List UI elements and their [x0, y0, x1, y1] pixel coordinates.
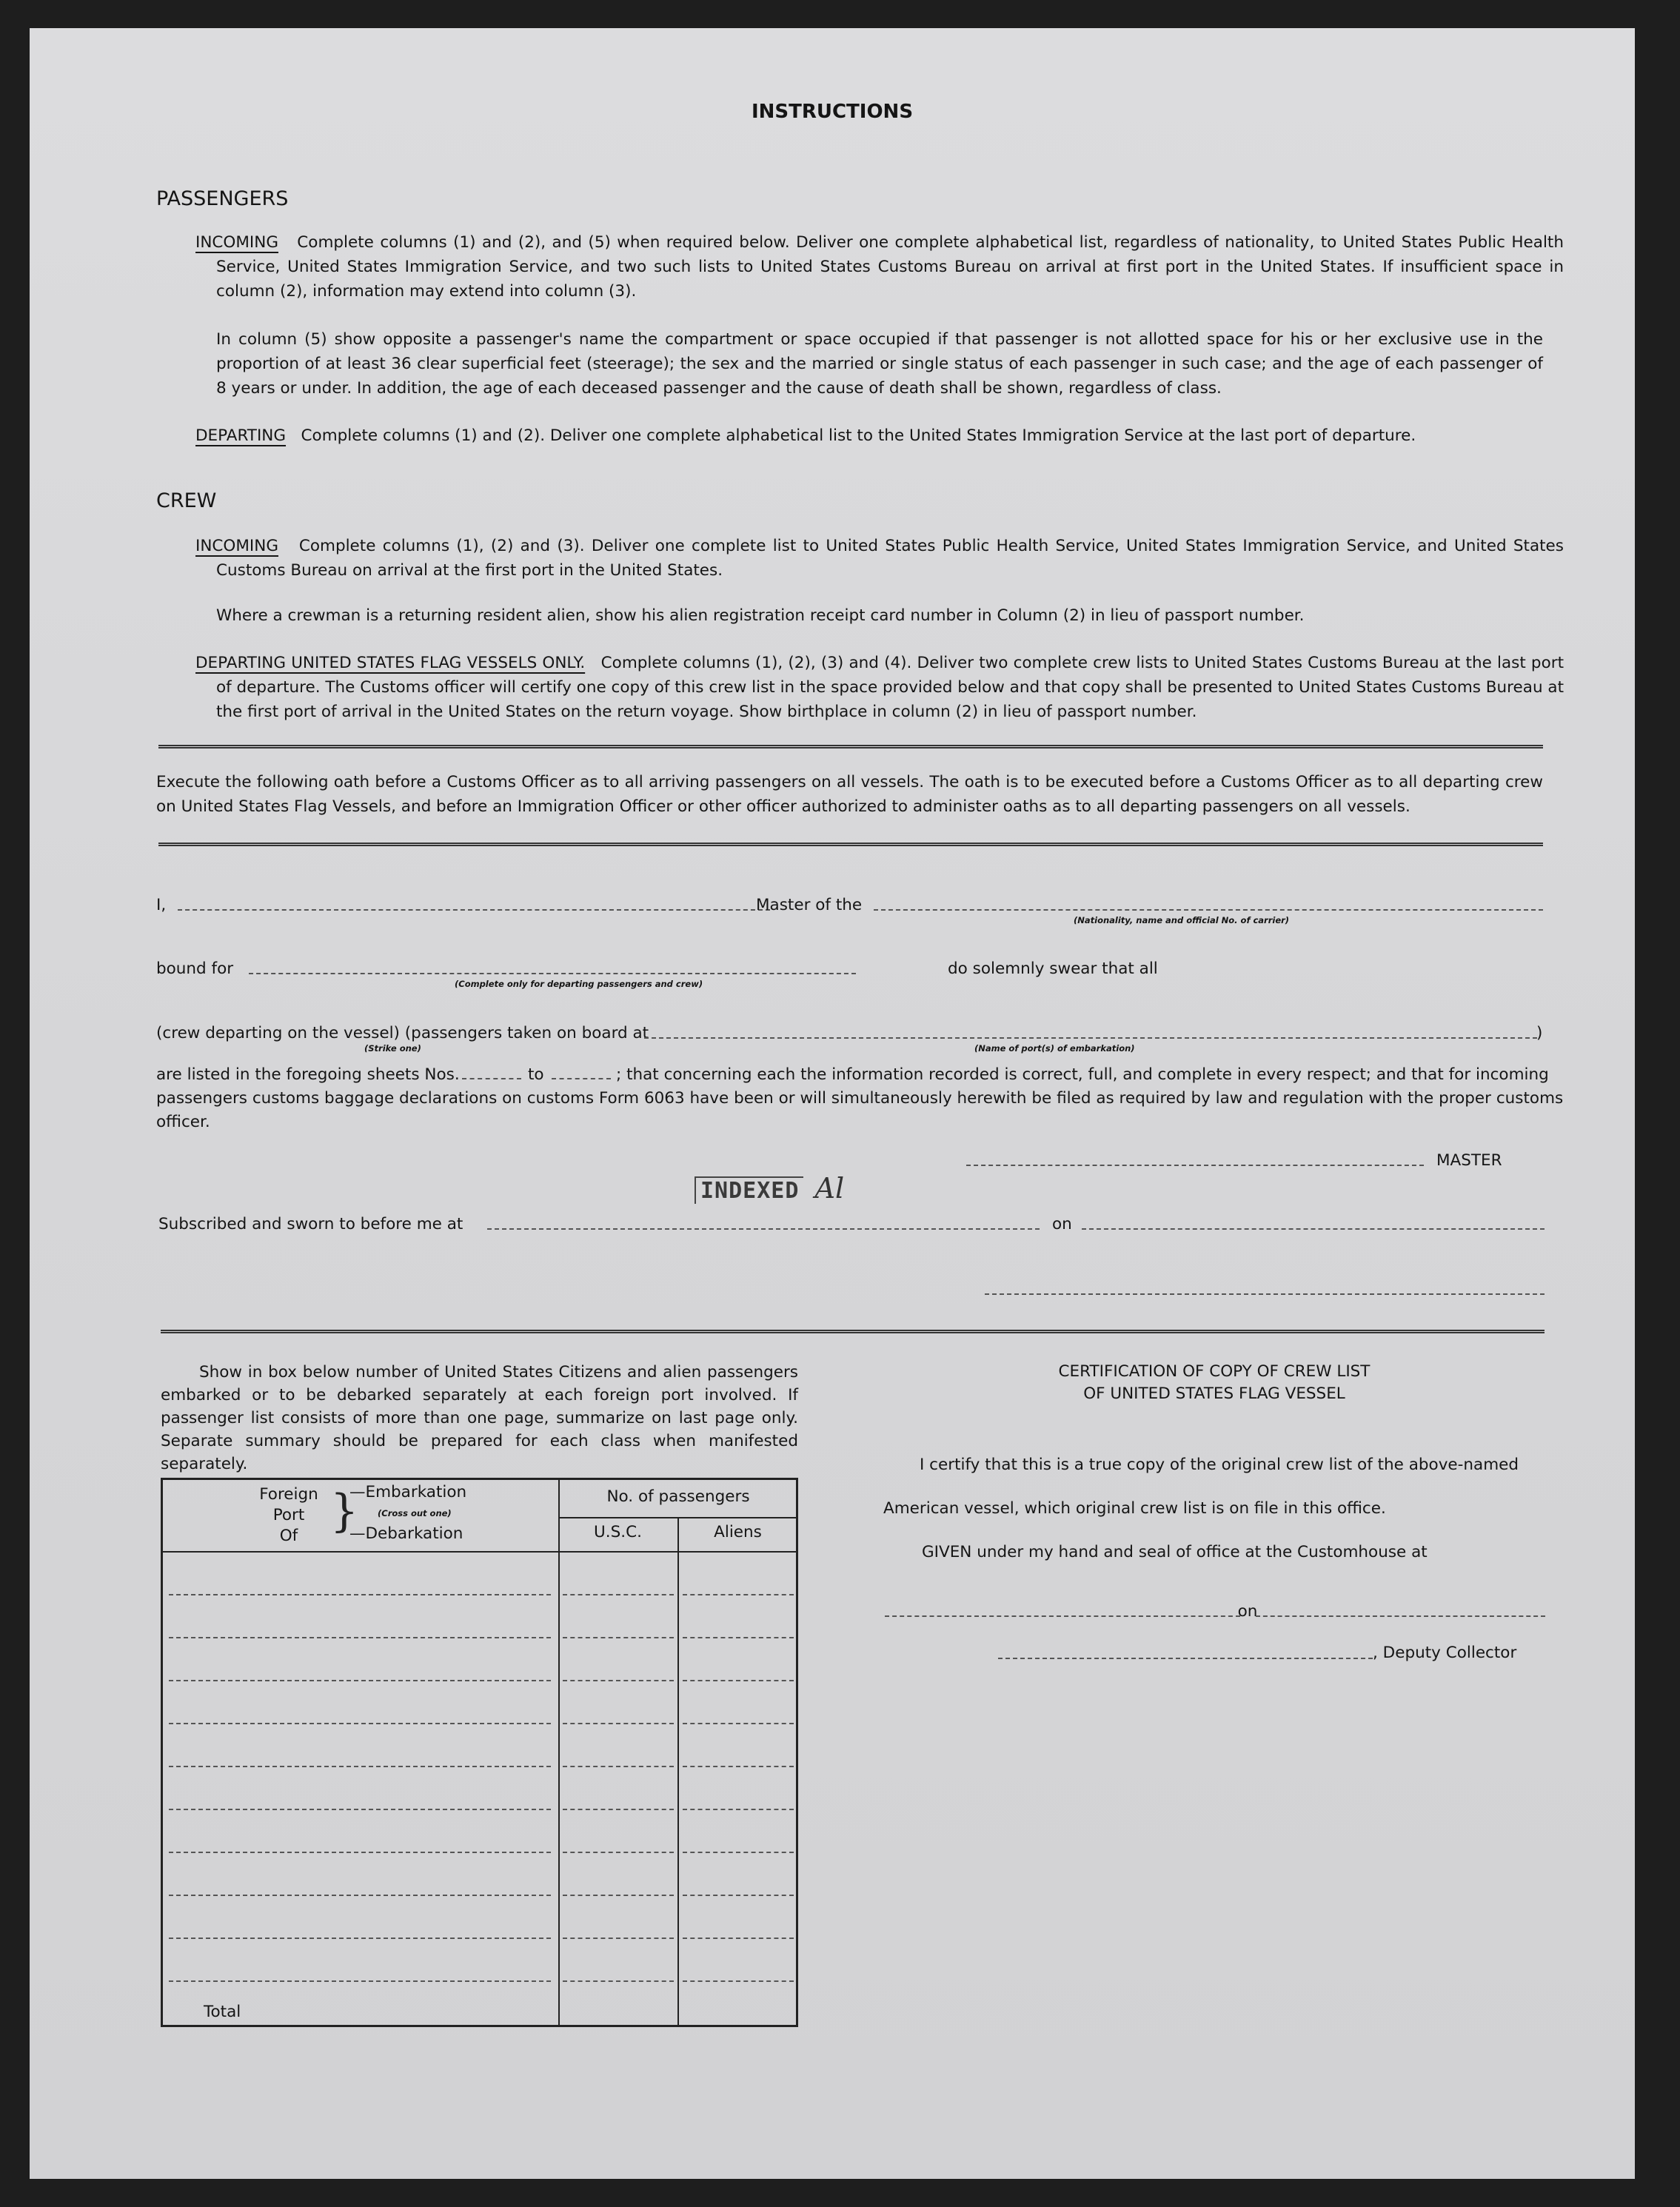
table-entry-line[interactable] [563, 1809, 674, 1810]
table-entry-line[interactable] [169, 1980, 551, 1982]
subscribed-date-field[interactable] [1082, 1228, 1545, 1230]
table-entry-line[interactable] [683, 1852, 794, 1853]
certification-date-field[interactable] [1256, 1615, 1545, 1617]
master-of-label: Master of the [756, 896, 863, 914]
table-entry-line[interactable] [683, 1980, 794, 1982]
certification-title-line1: CERTIFICATION OF COPY OF CREW LIST [1058, 1362, 1371, 1381]
crew-resident-paragraph: Where a crewman is a returning resident alien, show his alien registration receipt card number in Column (2) in lieu of passport number. [216, 606, 1305, 625]
master-label: MASTER [1436, 1151, 1502, 1170]
passengers-incoming-paragraph [195, 230, 1564, 304]
bound-for-field[interactable] [249, 973, 856, 974]
subscribed-on-label: on [1052, 1215, 1072, 1233]
given-line: GIVEN under my hand and seal of office at the Customhouse at [922, 1543, 1428, 1561]
sheet-to-field[interactable] [552, 1078, 611, 1079]
indexed-stamp-text: INDEXED [695, 1176, 803, 1204]
passengers-departing-text: Complete columns (1) and (2). Deliver one complete alphabetical list to the United States Immigration Service at the last port of departure. [301, 426, 1416, 445]
certify-line1: I certify that this is a true copy of the original crew list of the above-named [920, 1456, 1519, 1474]
sheet-from-field[interactable] [462, 1078, 521, 1079]
certification-on-label: on [1237, 1602, 1258, 1621]
master-signature-field[interactable] [966, 1165, 1424, 1166]
nationality-caption: (Nationality, name and official No. of carrier) [1074, 915, 1290, 925]
table-entry-line[interactable] [169, 1723, 551, 1724]
passenger-summary-table [161, 1478, 798, 2027]
ports-caption: (Name of port(s) of embarkation) [974, 1043, 1135, 1054]
carrier-field[interactable] [874, 909, 1543, 911]
section-divider [161, 1330, 1545, 1333]
certification-title-line2: OF UNITED STATES FLAG VESSEL [1083, 1384, 1345, 1403]
passengers-column5-paragraph: In column (5) show opposite a passenger's name the compartment or space occupied if that passenger is not allotted space for his or her exclusive use in the proportion of at least 36 clear superficial feet (steerage); the sex and the married or single status of each passenger in such case; and the age of each passenger of 8 years or under. In addition, the age of each deceased passenger and the cause of death shall be shown, regardless of class. [216, 330, 1543, 398]
table-entry-line[interactable] [563, 1723, 674, 1724]
table-header-bottom [163, 1551, 796, 1553]
total-label: Total [204, 2003, 241, 2021]
passengers-incoming-text: Complete columns (1) and (2), and (5) when required below. Deliver one complete alphabetical list, regardless of nationality, to United States Public Health Service, United States Immigration Service, and two such lists to United States Customs Bureau on arrival at first port in the United States. If insufficient space in column (2), information may extend into column (3). [216, 233, 1564, 301]
strike-one-caption: (Strike one) [364, 1043, 421, 1054]
swear-text: do solemnly swear that all [948, 960, 1158, 978]
table-entry-line[interactable] [563, 1680, 674, 1681]
subscribed-location-field[interactable] [487, 1228, 1040, 1230]
embarkation-option[interactable]: —Embarkation [349, 1483, 467, 1501]
table-entry-line[interactable] [563, 1895, 674, 1896]
crew-departing-text: Complete columns (1), (2), (3) and (4). Deliver two complete crew lists to United States Customs Bureau at the last port of departure. The Customs officer will certify one copy of this crew list in the space provided below and that copy shall be presented to United States Customs Bureau at the first port of arrival in the United States on the return voyage. Show birthplace in column (2) in lieu of passport number. [216, 654, 1564, 721]
crew-incoming-text: Complete columns (1), (2) and (3). Deliver one complete list to United States Public Health Service, United States Immigration Service, and United States Customs Bureau on arrival at the first port in the United States. [216, 537, 1564, 580]
table-entry-line[interactable] [683, 1938, 794, 1939]
listed-line3-text: officer. [156, 1113, 210, 1131]
crew-departing-text-line: (crew departing on the vessel) (passengers taken on board at [156, 1024, 649, 1042]
table-entry-line[interactable] [169, 1895, 551, 1896]
to-label: to [528, 1065, 544, 1084]
table-entry-line[interactable] [683, 1680, 794, 1681]
aliens-header: Aliens [714, 1523, 762, 1541]
table-entry-line[interactable] [169, 1637, 551, 1638]
table-entry-line[interactable] [563, 1766, 674, 1767]
oath-i-label: I, [156, 896, 167, 914]
table-entry-line[interactable] [169, 1594, 551, 1595]
departing-caption: (Complete only for departing passengers and crew) [455, 979, 703, 989]
no-passengers-header: No. of passengers [606, 1487, 750, 1506]
of-text: Of [279, 1527, 298, 1545]
brace-icon: } [330, 1485, 359, 1537]
passengers-departing-paragraph [195, 423, 1543, 448]
section-divider [158, 843, 1543, 846]
section-divider [158, 745, 1543, 748]
table-entry-line[interactable] [683, 1594, 794, 1595]
crew-heading: CREW [156, 489, 217, 512]
customhouse-field[interactable] [885, 1615, 1240, 1617]
table-entry-line[interactable] [169, 1938, 551, 1939]
master-name-field[interactable] [178, 909, 770, 911]
page-title: INSTRUCTIONS [751, 101, 914, 123]
crew-departing-paragraph [195, 651, 1564, 724]
certification-title [888, 1361, 1540, 1405]
listed-line2-text: passengers customs baggage declarations on customs Form 6063 have been or will simultaneously herewith be filed as required by law and regulation with the proper customs [156, 1089, 1564, 1108]
crew-incoming-label: INCOMING [195, 537, 278, 555]
table-entry-line[interactable] [169, 1680, 551, 1681]
table-entry-line[interactable] [169, 1809, 551, 1810]
close-paren: ) [1536, 1024, 1543, 1042]
listed-in-label: are listed in the foregoing sheets Nos. [156, 1065, 460, 1084]
table-entry-line[interactable] [169, 1766, 551, 1767]
certify-line2: American vessel, which original crew list is on file in this office. [883, 1499, 1386, 1518]
table-entry-line[interactable] [563, 1938, 674, 1939]
table-entry-line[interactable] [563, 1852, 674, 1853]
stamp-initial: Al [814, 1172, 845, 1205]
form-page [30, 28, 1635, 2179]
table-entry-line[interactable] [169, 1852, 551, 1853]
deputy-signature-field[interactable] [998, 1658, 1373, 1659]
passengers-incoming-label: INCOMING [195, 233, 278, 252]
table-header-divider [558, 1517, 796, 1518]
crew-departing-label: DEPARTING UNITED STATES FLAG VESSELS ONLY. [195, 654, 586, 672]
table-entry-line[interactable] [563, 1637, 674, 1638]
table-column-divider [677, 1517, 679, 2025]
port-text: Port [272, 1506, 305, 1524]
table-entry-line[interactable] [563, 1594, 674, 1595]
officer-signature-field[interactable] [985, 1293, 1545, 1295]
table-entry-line[interactable] [683, 1766, 794, 1767]
listed-rest-text: ; that concerning each the information recorded is correct, full, and complete in every respect; and that for incoming [616, 1065, 1549, 1084]
crew-incoming-paragraph [195, 534, 1564, 583]
table-entry-line[interactable] [683, 1637, 794, 1638]
foreign-port-label [244, 1484, 333, 1547]
deputy-collector-label: , Deputy Collector [1373, 1644, 1517, 1662]
oath-intro-paragraph: Execute the following oath before a Customs Officer as to all arriving passengers on all vessels. The oath is to be executed before a Customs Officer as to all departing crew on United States Flag Vessels, and before an Immigration Officer or other officer authorized to administer oaths as to all departing passengers on all vessels. [156, 773, 1543, 816]
table-entry-line[interactable] [683, 1895, 794, 1896]
ports-field[interactable] [644, 1037, 1537, 1039]
table-entry-line[interactable] [683, 1723, 794, 1724]
table-column-divider [558, 1480, 560, 2025]
passengers-departing-label: DEPARTING [195, 426, 287, 445]
summary-instructions: Show in box below number of United States Citizens and alien passengers embarked or to be debarked separately at each foreign port involved. If passenger list consists of more than one page, summarize on last page only. Separate summary should be prepared for each class when manifested separately. [161, 1363, 798, 1473]
debarkation-option[interactable]: —Debarkation [349, 1524, 463, 1543]
subscribed-label: Subscribed and sworn to before me at [158, 1215, 463, 1233]
cross-out-caption: (Cross out one) [378, 1508, 452, 1518]
table-entry-line[interactable] [683, 1809, 794, 1810]
indexed-stamp [695, 1172, 844, 1205]
passengers-heading: PASSENGERS [156, 187, 289, 210]
bound-for-label: bound for [156, 960, 234, 978]
foreign-text: Foreign [259, 1485, 318, 1504]
usc-header: U.S.C. [594, 1523, 642, 1541]
table-entry-line[interactable] [563, 1980, 674, 1982]
